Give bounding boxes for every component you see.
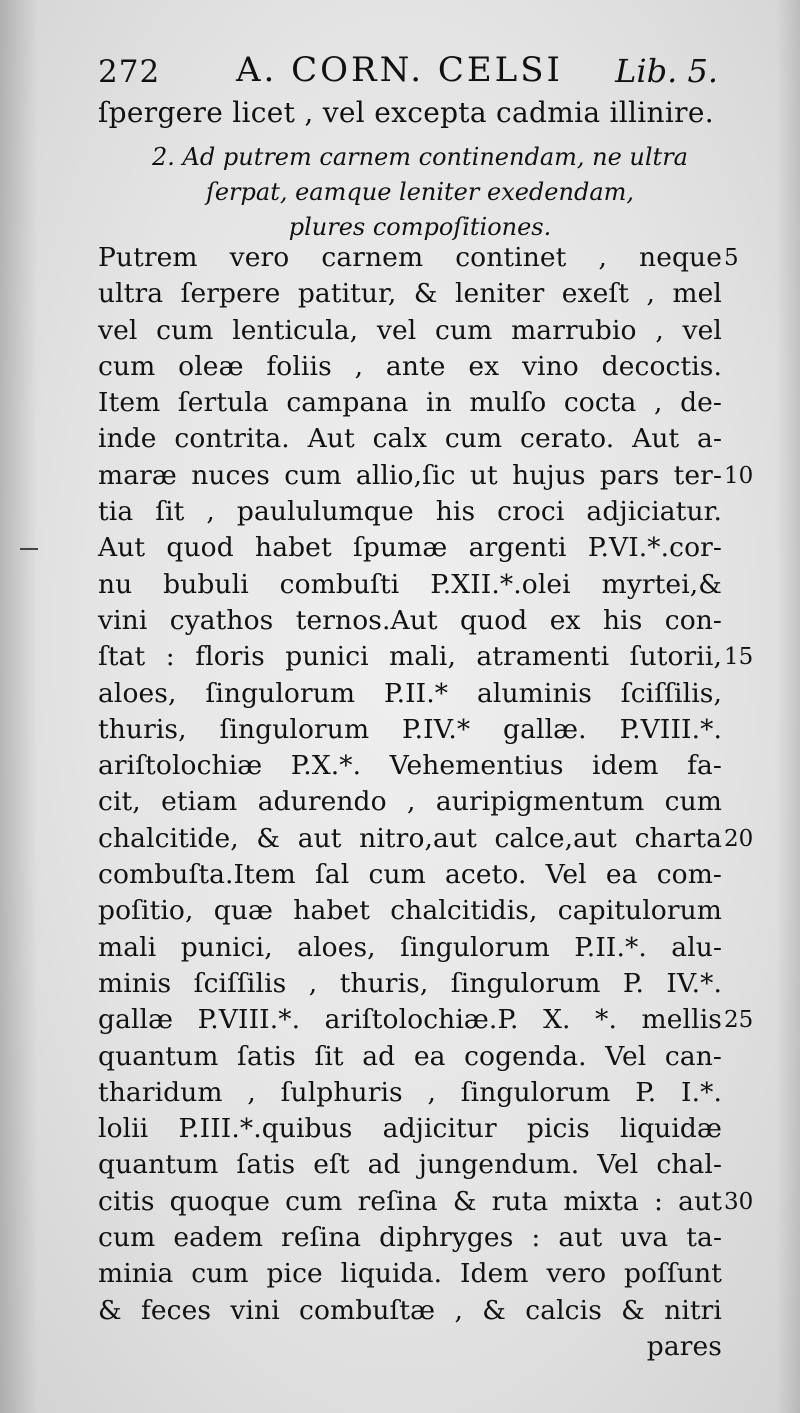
- line-number: 20: [724, 825, 754, 852]
- text-line: Item ſertula campana in mulſo cocta , de-: [98, 387, 722, 419]
- text-line: poſitio, quæ habet chalcitidis, capitulorum: [98, 895, 722, 927]
- text-line: combuſta.Item ſal cum aceto. Vel ea com-: [98, 859, 722, 891]
- text-line: lolii P.III.*.quibus adjicitur picis liquidæ: [98, 1113, 722, 1145]
- text-line: citis quoque cum reſina & ruta mixta : aut: [98, 1185, 722, 1217]
- text-line: maræ nuces cum allio,ſic ut hujus pars ter-: [98, 459, 722, 491]
- text-line: minis ſciſſilis , thuris, ſingulorum P. IV.*.: [98, 967, 722, 999]
- text-line: cum eadem reſina diphryges : aut uva ta-: [98, 1222, 722, 1254]
- heading-line: plures compoſitiones.: [288, 213, 552, 241]
- line-number: 10: [724, 462, 754, 489]
- line-number: 5: [724, 245, 739, 271]
- text-line: inde contrita. Aut calx cum cerato. Aut a-: [98, 423, 722, 455]
- text-line: tharidum , ſulphuris , ſingulorum P. I.*.: [98, 1076, 722, 1108]
- running-title: A. CORN. CELSI: [236, 50, 563, 90]
- line-number-margin-top: [724, 240, 784, 276]
- text-line: aloes, ſingulorum P.II.* aluminis ſciſſilis,: [98, 677, 722, 709]
- text-line: ultra ſerpere patitur, & leniter exeſt , mel: [98, 278, 722, 310]
- text-line: vel cum lenticula, vel cum marrubio , vel: [98, 314, 722, 346]
- heading-line: ſerpat, eamque leniter exedendam,: [205, 178, 635, 206]
- text-line: mali punici, aloes, ſingulorum P.II.*. alu-: [98, 931, 722, 963]
- text-line: gallæ P.VIII.*. ariſtolochiæ.P. X. *. mellis: [98, 1004, 722, 1036]
- heading-line: 2. Ad putrem carnem continendam, ne ultra: [152, 143, 688, 171]
- text-line: tia ſit , paululumque his croci adjiciatur.: [98, 496, 722, 528]
- line-number-margin: [724, 240, 784, 1220]
- line-number: 15: [724, 644, 754, 671]
- margin-mark: [20, 548, 38, 550]
- catchword: pares: [646, 1330, 722, 1362]
- running-header: [98, 50, 718, 98]
- text-line: quantum ſatis eſt ad jungendum. Vel chal-: [98, 1149, 722, 1181]
- text-line: cum oleæ foliis , ante ex vino decoctis.: [98, 350, 722, 382]
- text-line: quantum ſatis ſit ad ea cogenda. Vel can-: [98, 1040, 722, 1072]
- text-line: ariſtolochiæ P.X.*. Vehementius idem fa-: [98, 750, 722, 782]
- text-line: chalcitide, & aut nitro,aut calce,aut charta: [98, 822, 722, 854]
- text-line: minia cum pice liquida. Idem vero poſſunt: [98, 1258, 722, 1290]
- text-line: Putrem vero carnem continet , neque: [98, 242, 722, 273]
- line-number: 25: [724, 1007, 754, 1034]
- gutter-shadow: [0, 0, 38, 1413]
- line-number: 30: [724, 1188, 754, 1215]
- book-reference: Lib. 5.: [615, 52, 718, 90]
- section-heading: [120, 140, 720, 245]
- text-line: & feces vini combuſtæ , & calcis & nitri: [98, 1294, 722, 1326]
- page-number: 272: [98, 54, 161, 90]
- text-line: vini cyathos ternos.Aut quod ex his con-: [98, 604, 722, 636]
- body-text: [98, 240, 722, 1365]
- text-line: ſtat : floris punici mali, atramenti ſutorii,: [98, 641, 722, 673]
- continued-line: ſpergere licet , vel excepta cadmia illinire.: [98, 96, 714, 129]
- text-line: nu bubuli combuſti P.XII.*.olei myrtei,&: [98, 568, 722, 600]
- text-line: cit, etiam adurendo , auripigmentum cum: [98, 786, 722, 818]
- text-line: Aut quod habet ſpumæ argenti P.VI.*.cor-: [98, 532, 722, 564]
- text-line: thuris, ſingulorum P.IV.* gallæ. P.VIII.*.: [98, 713, 722, 745]
